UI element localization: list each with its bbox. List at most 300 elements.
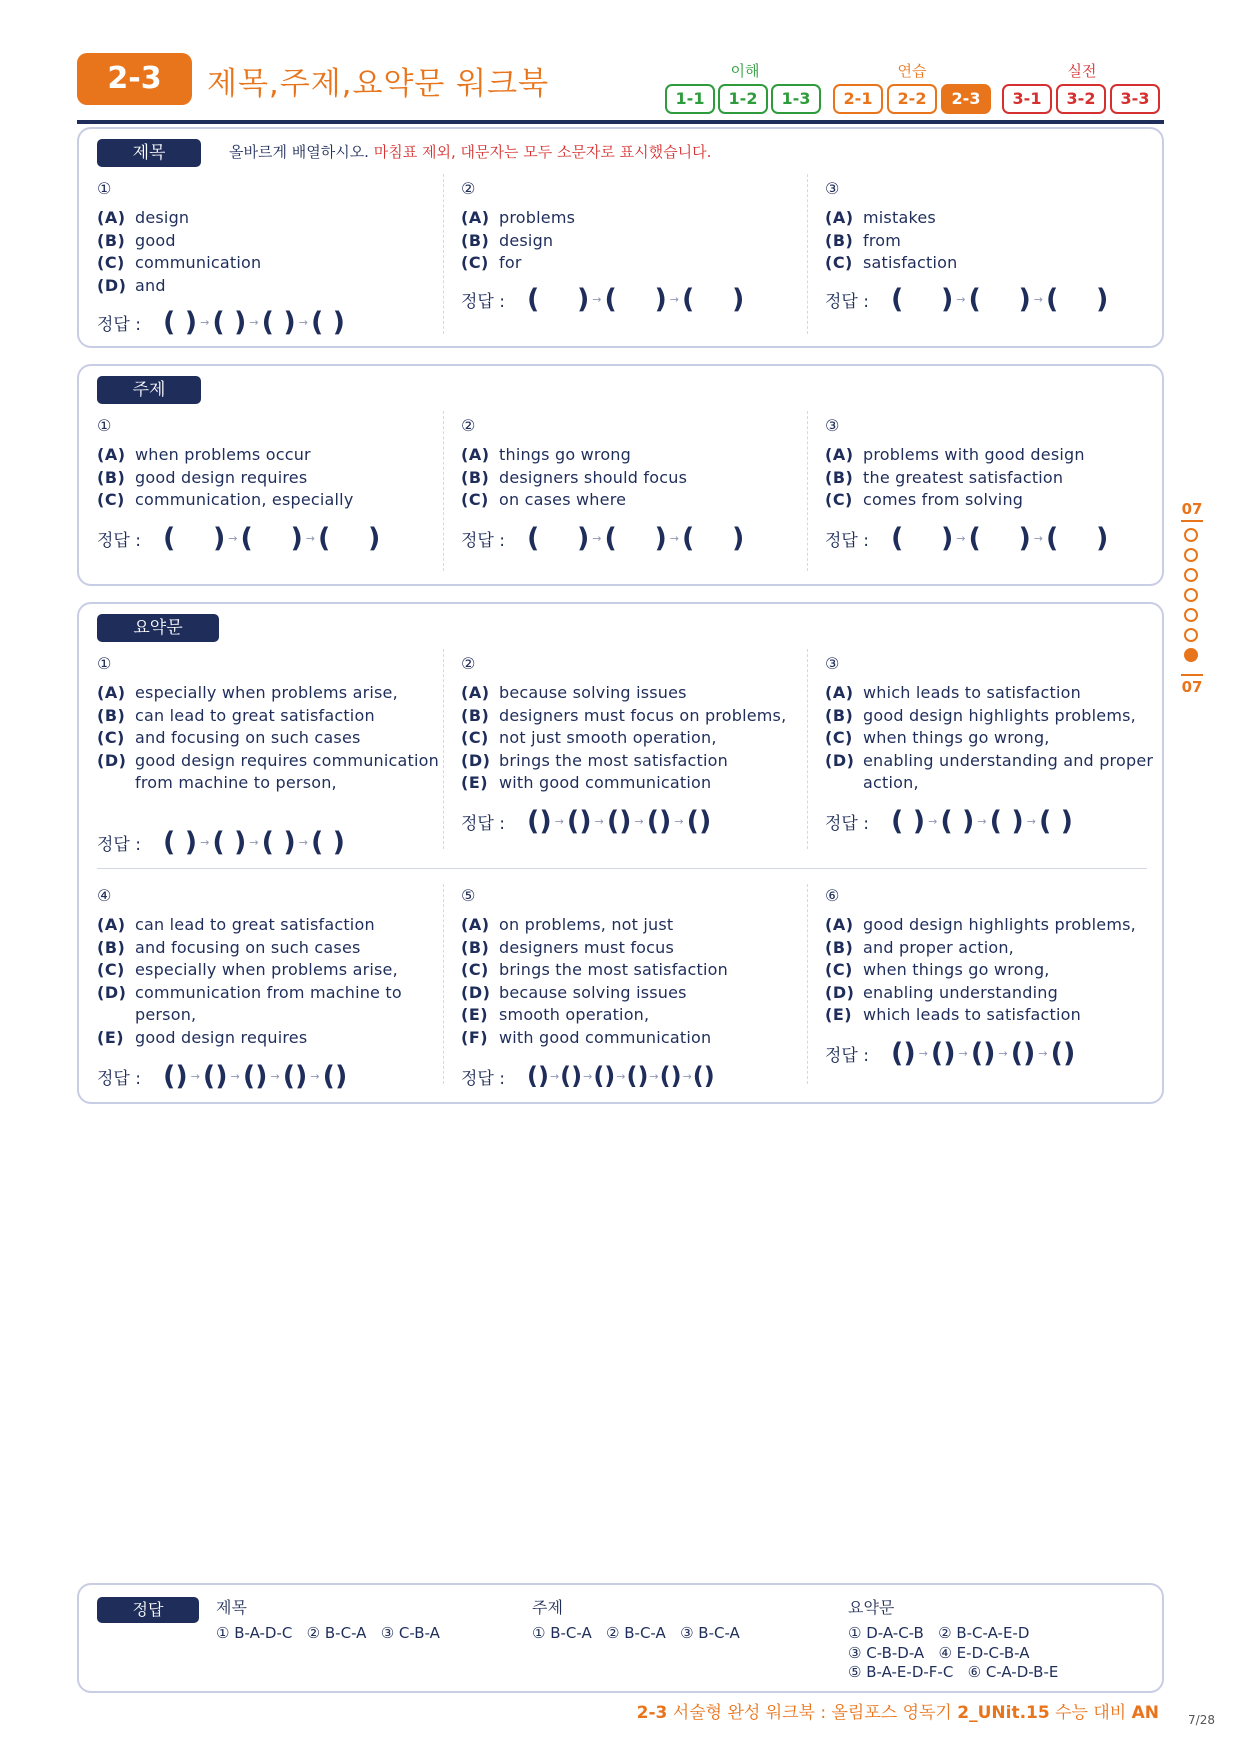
option-key: (B)	[825, 937, 854, 957]
option-key: (B)	[461, 937, 490, 957]
option-item	[825, 982, 1175, 1005]
arrow-icon: →	[583, 1069, 593, 1083]
option-item	[97, 982, 447, 1027]
answer-blank[interactable]: ( )	[212, 826, 247, 858]
option-item	[461, 230, 811, 253]
question-3	[825, 416, 1175, 512]
option-text: on cases where	[499, 490, 627, 510]
option-key: (C)	[461, 490, 489, 510]
option-key: (C)	[97, 253, 125, 273]
option-key: (C)	[825, 960, 853, 980]
option-item	[97, 467, 447, 490]
option-key: (A)	[825, 208, 854, 227]
option-item	[825, 489, 1175, 512]
answer-blank[interactable]: ( )	[968, 522, 1031, 554]
arrow-icon: →	[190, 1069, 200, 1083]
option-item	[97, 207, 447, 230]
option-key: (A)	[97, 208, 126, 227]
option-item	[461, 705, 811, 728]
option-key: (E)	[461, 773, 489, 793]
option-list	[97, 207, 447, 297]
answer-blank[interactable]: ( )	[240, 522, 303, 554]
progress-dot	[1184, 548, 1198, 562]
option-item	[825, 682, 1175, 705]
option-item	[825, 1004, 1175, 1027]
option-key: (C)	[97, 728, 125, 748]
answer-key-label: 제목	[216, 1598, 247, 1617]
nav-1-2[interactable]: 1-2	[718, 84, 768, 114]
question-number: ③	[825, 416, 840, 435]
question-1	[97, 179, 447, 297]
title-section	[77, 127, 1164, 348]
option-item	[97, 959, 447, 982]
answer-blank[interactable]: ( )	[682, 522, 745, 554]
nav-2-3[interactable]: 2-3	[941, 84, 991, 114]
arrow-icon: →	[200, 835, 210, 849]
option-list	[825, 444, 1175, 512]
question-2	[461, 654, 811, 795]
answer-blank[interactable]: ( )	[604, 522, 667, 554]
question-number: ⑥	[825, 886, 840, 905]
answer-blank[interactable]: ( )	[163, 826, 198, 858]
answer-label: 정답 :	[461, 291, 505, 312]
answer-row	[97, 1059, 347, 1093]
option-key: (B)	[461, 705, 490, 725]
option-key: (B)	[97, 230, 126, 250]
answer-blank[interactable]: ()	[322, 1060, 348, 1092]
question-number: ①	[97, 179, 112, 198]
page-number: 7/28	[1188, 1713, 1215, 1727]
answer-blank[interactable]: ( )	[261, 826, 296, 858]
option-item	[825, 959, 1175, 982]
answer-blank[interactable]: ( )	[163, 522, 226, 554]
option-text: on problems, not just	[499, 915, 674, 934]
answer-key-line: ⑤ B-A-E-D-F-C ⑥ C-A-D-B-E	[848, 1663, 1059, 1681]
option-text: from	[863, 230, 902, 250]
arrow-icon: →	[1033, 292, 1043, 306]
option-list	[825, 682, 1175, 795]
option-text: designers must focus on problems,	[499, 705, 787, 725]
section-tag-topic: 주제	[97, 376, 201, 404]
option-key: (D)	[97, 750, 127, 770]
option-key: (B)	[825, 705, 854, 725]
option-text: good	[135, 230, 176, 250]
option-item	[97, 914, 447, 937]
side-divider	[1181, 674, 1203, 676]
answer-blank[interactable]: ()	[202, 1060, 228, 1092]
option-item	[825, 444, 1175, 467]
answer-label: 정답 :	[461, 530, 505, 551]
progress-dot	[1184, 628, 1198, 642]
answer-blank[interactable]: ( )	[310, 826, 346, 858]
answer-blank[interactable]: ()	[970, 1037, 996, 1069]
option-list	[825, 207, 1175, 275]
answer-key-line: ① B-C-A ② B-C-A ③ B-C-A	[532, 1624, 740, 1642]
arrow-icon: →	[298, 835, 308, 849]
option-text: can lead to great satisfaction	[135, 915, 375, 934]
answer-blank[interactable]: ()	[566, 805, 592, 837]
option-key: (C)	[461, 960, 489, 980]
option-key: (A)	[825, 445, 854, 464]
option-text: enabling understanding and proper action,	[863, 750, 1154, 793]
arrow-icon: →	[1026, 814, 1036, 828]
arrow-icon: →	[956, 292, 966, 306]
option-text: enabling understanding	[863, 982, 1058, 1002]
option-text: which leads to satisfaction	[863, 683, 1081, 702]
option-text: communication, especially	[135, 490, 354, 510]
option-item	[825, 727, 1175, 750]
answer-key-line: ① D-A-C-B ② B-C-A-E-D	[848, 1624, 1030, 1642]
answer-blank[interactable]: ( )	[310, 306, 346, 338]
answer-blank[interactable]: ()	[282, 1060, 308, 1092]
answer-label: 정답 :	[461, 1068, 505, 1089]
question-3	[825, 654, 1175, 795]
arrow-icon: →	[682, 1069, 692, 1083]
answer-blank[interactable]: ( )	[891, 283, 954, 315]
arrow-icon: →	[928, 814, 938, 828]
answer-blank[interactable]: ( )	[1046, 522, 1109, 554]
instruction-note: 마침표 제외, 대문자는 모두 소문자로 표시했습니다.	[368, 143, 712, 161]
option-text: good design highlights problems,	[863, 705, 1136, 725]
answer-label: 정답 :	[461, 813, 505, 834]
answer-row	[97, 825, 345, 859]
option-key: (A)	[461, 683, 490, 702]
question-number: ③	[825, 654, 840, 673]
footer-suffix: AN	[1131, 1703, 1159, 1723]
answer-row	[97, 305, 345, 339]
option-list	[97, 914, 447, 1050]
option-key: (D)	[97, 982, 127, 1002]
option-text: and	[135, 275, 166, 295]
option-key: (B)	[97, 705, 126, 725]
nav-3-1[interactable]: 3-1	[1002, 84, 1052, 114]
option-text: comes from solving	[863, 490, 1024, 510]
option-text: problems	[499, 208, 576, 227]
option-text: and focusing on such cases	[135, 937, 361, 957]
arrow-icon: →	[554, 814, 564, 828]
footer-unit: 2_UNit.15	[957, 1703, 1050, 1723]
nav-2-2[interactable]: 2-2	[887, 84, 937, 114]
arrow-icon: →	[918, 1046, 928, 1060]
option-key: (E)	[97, 1027, 125, 1047]
option-text: design	[499, 230, 554, 250]
option-text: not just smooth operation,	[499, 728, 717, 748]
answer-label: 정답 :	[97, 834, 141, 855]
option-item	[461, 444, 811, 467]
option-text: brings the most satisfaction	[499, 960, 728, 980]
answer-blank[interactable]: ()	[242, 1060, 268, 1092]
option-key: (D)	[461, 750, 491, 770]
option-item	[461, 772, 811, 795]
answer-blank[interactable]: ( )	[682, 283, 745, 315]
option-item	[461, 937, 811, 960]
arrow-icon: →	[977, 814, 987, 828]
option-key: (A)	[461, 445, 490, 464]
section-tag-summary: 요약문	[97, 614, 219, 642]
option-item	[825, 914, 1175, 937]
option-text: communication	[135, 253, 262, 273]
option-key: (A)	[825, 683, 854, 702]
option-key: (D)	[97, 275, 127, 295]
answer-blank[interactable]: ( )	[212, 306, 247, 338]
nav-3-3[interactable]: 3-3	[1110, 84, 1160, 114]
option-key: (B)	[825, 467, 854, 487]
arrow-icon: →	[305, 531, 315, 545]
stage-label-understand: 이해	[730, 62, 760, 80]
summary-section	[77, 602, 1164, 1104]
arrow-icon: →	[998, 1046, 1008, 1060]
question-2	[461, 416, 811, 512]
answer-key	[77, 1583, 1164, 1693]
answer-blank[interactable]: ()	[560, 1062, 583, 1090]
answer-label: 정답 :	[97, 314, 141, 335]
option-text: with good communication	[499, 773, 712, 793]
option-item	[97, 1027, 447, 1050]
option-item	[461, 207, 811, 230]
arrow-icon: →	[649, 1069, 659, 1083]
option-text: when things go wrong,	[863, 728, 1050, 748]
arrow-icon: →	[669, 531, 679, 545]
question-number: ③	[825, 179, 840, 198]
option-item	[461, 982, 811, 1005]
arrow-icon: →	[228, 531, 238, 545]
answer-key-summary	[848, 1595, 1058, 1683]
option-key: (D)	[461, 982, 491, 1002]
answer-row	[825, 521, 1108, 555]
side-page-top: 07	[1181, 500, 1203, 518]
option-text: designers must focus	[499, 937, 675, 957]
answer-label: 정답 :	[97, 1068, 141, 1089]
option-list	[461, 207, 811, 275]
option-item	[461, 750, 811, 773]
option-key: (A)	[461, 915, 490, 934]
question-number: ①	[97, 654, 112, 673]
answer-blank[interactable]: ( )	[318, 522, 381, 554]
option-text: because solving issues	[499, 683, 687, 702]
answer-blank[interactable]: ()	[930, 1037, 956, 1069]
option-item	[97, 275, 447, 298]
option-item	[461, 959, 811, 982]
option-key: (C)	[461, 253, 489, 273]
option-key: (C)	[825, 728, 853, 748]
progress-dot	[1184, 648, 1198, 662]
option-key: (C)	[97, 490, 125, 510]
answer-blank[interactable]: ( )	[1046, 283, 1109, 315]
nav-1-1[interactable]: 1-1	[665, 84, 715, 114]
option-key: (B)	[461, 230, 490, 250]
arrow-icon: →	[549, 1069, 560, 1083]
option-list	[97, 444, 447, 512]
option-text: designers should focus	[499, 467, 688, 487]
answer-blank[interactable]: ( )	[940, 805, 975, 837]
answer-blank[interactable]: ()	[527, 1062, 549, 1090]
answer-blank[interactable]: ( )	[527, 283, 590, 315]
option-item	[97, 937, 447, 960]
option-key: (C)	[825, 490, 853, 510]
option-key: (E)	[825, 1005, 853, 1025]
option-item	[825, 937, 1175, 960]
arrow-icon: →	[230, 1069, 240, 1083]
arrow-icon: →	[249, 835, 259, 849]
option-text: mistakes	[863, 208, 936, 227]
answer-blank[interactable]: ()	[163, 1060, 188, 1092]
option-list	[461, 444, 811, 512]
option-item	[825, 207, 1175, 230]
option-text: good design requires communication from machine to person,	[135, 750, 439, 793]
arrow-icon: →	[956, 531, 966, 545]
stage-label-practice: 연습	[897, 62, 927, 80]
answer-blank[interactable]: ()	[527, 805, 552, 837]
answer-blank[interactable]: ()	[891, 1037, 916, 1069]
option-item	[461, 682, 811, 705]
option-text: design	[135, 208, 190, 227]
arrow-icon: →	[634, 814, 644, 828]
answer-label: 정답 :	[825, 813, 869, 834]
option-text: especially when problems arise,	[135, 683, 398, 702]
option-key: (D)	[825, 750, 855, 770]
option-item	[97, 489, 447, 512]
answer-blank[interactable]: ( )	[163, 306, 198, 338]
option-item	[461, 252, 811, 275]
answer-blank[interactable]: ()	[692, 1062, 715, 1090]
progress-dot	[1184, 568, 1198, 582]
footer-text-2: 수능 대비	[1049, 1703, 1132, 1723]
arrow-icon: →	[200, 315, 210, 329]
answer-blank[interactable]: ()	[686, 805, 712, 837]
option-list	[461, 914, 811, 1050]
arrow-icon: →	[1038, 1046, 1048, 1060]
nav-2-1[interactable]: 2-1	[833, 84, 883, 114]
arrow-icon: →	[592, 292, 602, 306]
option-text: and focusing on such cases	[135, 728, 361, 748]
nav-3-2[interactable]: 3-2	[1056, 84, 1106, 114]
page-title: 제목,주제,요약문 워크북	[207, 66, 550, 102]
answer-blank[interactable]: ( )	[891, 522, 954, 554]
option-text: when problems occur	[135, 445, 311, 464]
progress-dot	[1184, 528, 1198, 542]
answer-blank[interactable]: ( )	[261, 306, 296, 338]
question-1	[97, 416, 447, 512]
topic-section	[77, 364, 1164, 586]
answer-row	[461, 282, 744, 316]
option-list	[825, 914, 1175, 1027]
answer-label: 정답 :	[825, 530, 869, 551]
arrow-icon: →	[1033, 531, 1043, 545]
arrow-icon: →	[592, 531, 602, 545]
answer-blank[interactable]: ()	[606, 805, 632, 837]
answer-row	[825, 1036, 1075, 1070]
option-text: which leads to satisfaction	[863, 1005, 1081, 1025]
stage-label-real: 실전	[1067, 62, 1097, 80]
answer-key-topic	[532, 1595, 740, 1644]
option-text: brings the most satisfaction	[499, 750, 728, 770]
answer-key-line: ③ C-B-D-A ④ E-D-C-B-A	[848, 1643, 1030, 1662]
option-item	[825, 705, 1175, 728]
question-2	[461, 179, 811, 275]
answer-row	[825, 282, 1108, 316]
answer-label: 정답 :	[825, 291, 869, 312]
option-key: (B)	[97, 937, 126, 957]
option-key: (C)	[825, 253, 853, 273]
instruction	[229, 141, 711, 162]
arrow-icon: →	[674, 814, 684, 828]
answer-label: 정답 :	[97, 530, 141, 551]
answer-key-label: 주제	[532, 1598, 563, 1617]
option-key: (A)	[97, 445, 126, 464]
arrow-icon: →	[594, 814, 604, 828]
option-key: (B)	[825, 230, 854, 250]
answer-blank[interactable]: ()	[1010, 1037, 1036, 1069]
arrow-icon: →	[958, 1046, 968, 1060]
question-6	[825, 886, 1175, 1027]
answer-key-line: ① B-A-D-C ② B-C-A ③ C-B-A	[216, 1624, 440, 1642]
option-key: (B)	[97, 467, 126, 487]
option-item	[97, 682, 447, 705]
progress-dot	[1184, 608, 1198, 622]
question-3	[825, 179, 1175, 275]
question-number: ④	[97, 886, 112, 905]
question-4	[97, 886, 447, 1050]
question-5	[461, 886, 811, 1050]
option-text: good design requires	[135, 1027, 308, 1047]
answer-blank[interactable]: ( )	[891, 805, 926, 837]
option-key: (B)	[461, 467, 490, 487]
option-text: communication from machine to person,	[135, 982, 402, 1025]
answer-blank[interactable]: ( )	[989, 805, 1024, 837]
option-item	[97, 750, 447, 795]
option-text: when things go wrong,	[863, 960, 1050, 980]
answer-blank[interactable]: ( )	[604, 283, 667, 315]
option-text: problems with good design	[863, 445, 1085, 464]
answer-key-tag: 정답	[97, 1597, 199, 1623]
arrow-icon: →	[669, 292, 679, 306]
arrow-icon: →	[270, 1069, 280, 1083]
option-text: and proper action,	[863, 937, 1014, 957]
answer-key-label: 요약문	[848, 1598, 895, 1617]
question-number: ②	[461, 416, 476, 435]
option-item	[825, 230, 1175, 253]
question-number: ⑤	[461, 886, 476, 905]
answer-label: 정답 :	[825, 1045, 869, 1066]
answer-blank[interactable]: ()	[593, 1062, 616, 1090]
section-tag-title: 제목	[97, 139, 201, 167]
option-text: for	[499, 253, 522, 273]
answer-blank[interactable]: ()	[1050, 1037, 1076, 1069]
option-list	[461, 682, 811, 795]
answer-blank[interactable]: ()	[659, 1062, 682, 1090]
option-text: can lead to great satisfaction	[135, 705, 375, 725]
option-key: (A)	[825, 915, 854, 934]
question-number: ②	[461, 654, 476, 673]
side-divider	[1181, 520, 1203, 522]
answer-blank[interactable]: ()	[626, 1062, 649, 1090]
option-item	[825, 252, 1175, 275]
option-item	[461, 727, 811, 750]
option-item	[461, 1004, 811, 1027]
answer-blank[interactable]: ( )	[1038, 805, 1074, 837]
answer-blank[interactable]: ( )	[527, 522, 590, 554]
answer-blank[interactable]: ()	[646, 805, 672, 837]
option-text: satisfaction	[863, 253, 958, 273]
option-text: good design highlights problems,	[863, 915, 1136, 934]
answer-blank[interactable]: ( )	[968, 283, 1031, 315]
option-text: because solving issues	[499, 982, 687, 1002]
answer-row	[461, 1059, 715, 1093]
option-key: (D)	[825, 982, 855, 1002]
option-item	[461, 467, 811, 490]
nav-1-3[interactable]: 1-3	[771, 84, 821, 114]
option-item	[97, 252, 447, 275]
